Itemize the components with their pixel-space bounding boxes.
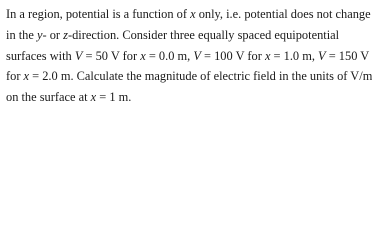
math-variable: y — [36, 27, 43, 42]
math-variable: z — [63, 27, 68, 42]
problem-text — [0, 0, 372, 111]
text-run: surfaces with — [6, 48, 75, 63]
math-variable: V — [193, 48, 201, 63]
text-run: = 1.0 m, — [270, 48, 319, 63]
text-run: = 150 V — [325, 48, 370, 63]
math-variable: V — [74, 48, 83, 63]
problem-line — [6, 4, 371, 25]
text-run: only, i.e. potential does not change — [195, 7, 371, 21]
text-run: = 1 m. — [96, 90, 132, 105]
problem-line — [6, 87, 350, 108]
text-run: In a region, potential is a function of — [6, 7, 191, 21]
text-run: for — [6, 69, 24, 84]
math-variable: x — [190, 7, 196, 21]
text-run: on the surface at — [6, 90, 91, 105]
text-run: - or — [42, 27, 64, 42]
text-run: = 50 V for — [82, 48, 141, 63]
text-run: = 100 V for — [200, 48, 265, 63]
text-run: -direction. Consider three equally spaced equipotential — [67, 27, 340, 42]
text-run: = 2.0 m. Calculate the magnitude of electric field in the units of V/m — [29, 69, 372, 84]
problem-line — [6, 25, 350, 46]
text-run: in the — [6, 27, 37, 42]
text-run: = 0.0 m, — [145, 48, 194, 63]
math-variable: x — [90, 90, 97, 105]
problem-line — [6, 66, 372, 87]
math-variable: x — [23, 69, 30, 84]
math-variable: x — [140, 48, 146, 63]
problem-line — [6, 46, 370, 67]
math-variable: x — [264, 48, 271, 63]
math-variable: V — [318, 48, 326, 63]
